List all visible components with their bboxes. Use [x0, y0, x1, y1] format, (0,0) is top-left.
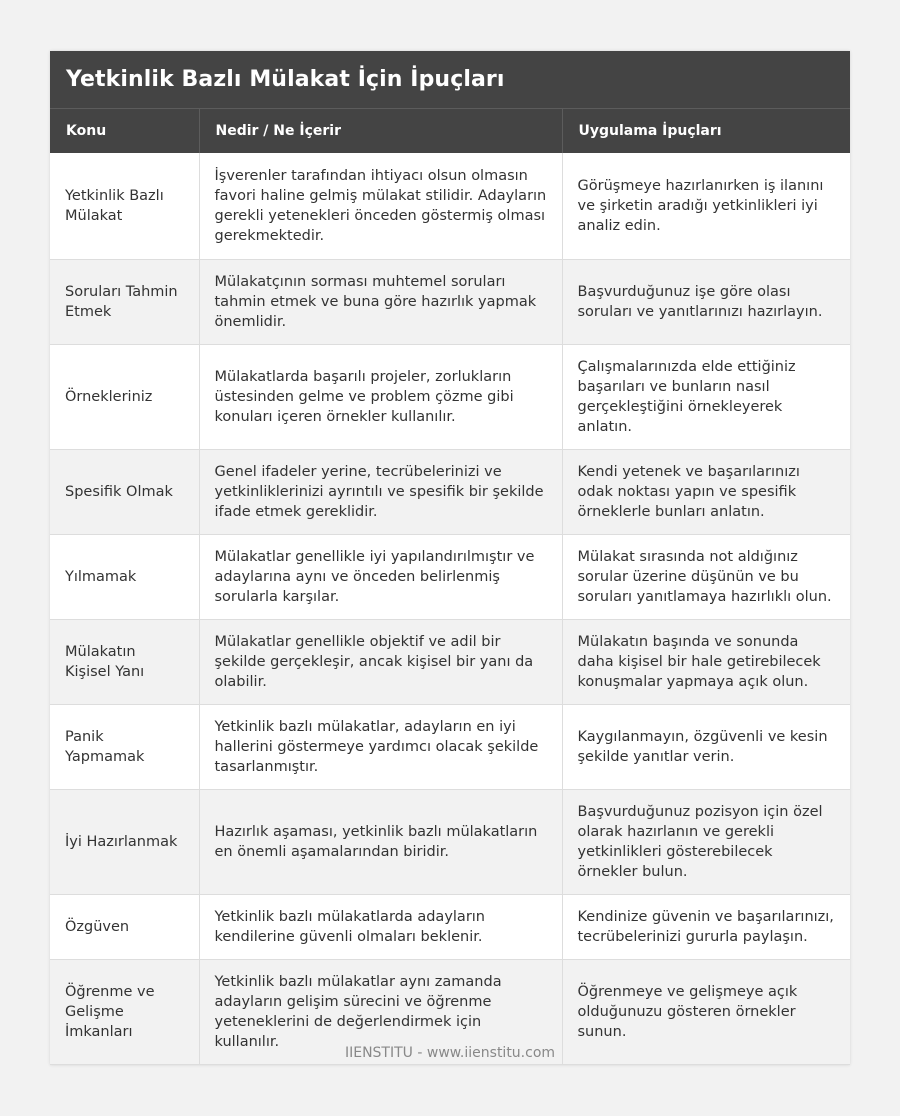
topic-cell: Soruları Tahmin Etmek — [50, 259, 199, 344]
tip-cell: Kaygılanmayın, özgüvenli ve kesin şekilde yanıtlar verin. — [562, 704, 850, 789]
table-row — [50, 789, 850, 894]
table-row — [50, 704, 850, 789]
topic-cell: İyi Hazırlanmak — [50, 789, 199, 894]
page-title: Yetkinlik Bazlı Mülakat İçin İpuçları — [66, 67, 505, 92]
table-row — [50, 534, 850, 619]
topic-cell: Örnekleriniz — [50, 344, 199, 449]
table-body — [50, 153, 850, 1064]
topic-cell: Mülakatın Kişisel Yanı — [50, 619, 199, 704]
description-cell: Hazırlık aşaması, yetkinlik bazlı mülakatların en önemli aşamalarından biridir. — [199, 789, 562, 894]
topic-cell: Özgüven — [50, 894, 199, 959]
tip-cell: Başvurduğunuz işe göre olası soruları ve yanıtlarınızı hazırlayın. — [562, 259, 850, 344]
column-header-nedir: Nedir / Ne İçerir — [199, 109, 562, 153]
footer-credit: IIENSTITU - www.iienstitu.com — [344, 1045, 556, 1061]
topic-cell: Yılmamak — [50, 534, 199, 619]
title-bar — [50, 51, 850, 109]
tip-cell: Çalışmalarınızda elde ettiğiniz başarıları ve bunların nasıl gerçekleştiğini örnekleyerek anlatın. — [562, 344, 850, 449]
table-row — [50, 894, 850, 959]
table-row — [50, 619, 850, 704]
description-cell: Mülakatlar genellikle objektif ve adil bir şekilde gerçekleşir, ancak kişisel bir yanı da olabilir. — [199, 619, 562, 704]
tip-cell: Başvurduğunuz pozisyon için özel olarak hazırlanın ve gerekli yetkinlikleri gösterebilecek örnekler bulun. — [562, 789, 850, 894]
topic-cell: Spesifik Olmak — [50, 449, 199, 534]
description-cell: Mülakatçının sorması muhtemel soruları tahmin etmek ve buna göre hazırlık yapmak önemlidir. — [199, 259, 562, 344]
table-row — [50, 259, 850, 344]
table-row — [50, 344, 850, 449]
tip-cell: Kendinize güvenin ve başarılarınızı, tecrübelerinizi gururla paylaşın. — [562, 894, 850, 959]
description-cell: Genel ifadeler yerine, tecrübelerinizi ve yetkinliklerinizi ayrıntılı ve spesifik bir şekilde ifade etmek gereklidir. — [199, 449, 562, 534]
description-cell: Mülakatlarda başarılı projeler, zorlukların üstesinden gelme ve problem çözme gibi konuları içeren örnekler kullanılır. — [199, 344, 562, 449]
description-cell: Yetkinlik bazlı mülakatlar aynı zamanda adayların gelişim sürecini ve öğrenme yeteneklerini de değerlendirmek için kullanılır. — [199, 959, 562, 1064]
description-cell: Yetkinlik bazlı mülakatlarda adayların kendilerine güvenli olmaları beklenir. — [199, 894, 562, 959]
description-cell: Yetkinlik bazlı mülakatlar, adayların en iyi hallerini göstermeye yardımcı olacak şekilde tasarlanmıştır. — [199, 704, 562, 789]
table-row — [50, 449, 850, 534]
description-cell: Mülakatlar genellikle iyi yapılandırılmıştır ve adaylarına aynı ve önceden belirlenmiş sorularla karşılar. — [199, 534, 562, 619]
description-cell: İşverenler tarafından ihtiyacı olsun olmasın favori haline gelmiş mülakat stilidir. Adayların gerekli yetenekleri önceden göstermiş olması gerekmektedir. — [199, 153, 562, 259]
table-header — [50, 109, 850, 153]
tips-card — [50, 51, 850, 1065]
column-header-konu: Konu — [50, 109, 199, 153]
column-header-uygulama: Uygulama İpuçları — [562, 109, 850, 153]
tip-cell: Mülakatın başında ve sonunda daha kişisel bir hale getirebilecek konuşmalar yapmaya açık olun. — [562, 619, 850, 704]
tip-cell: Öğrenmeye ve gelişmeye açık olduğunuzu gösteren örnekler sunun. — [562, 959, 850, 1064]
topic-cell: Öğrenme ve Gelişme İmkanları — [50, 959, 199, 1064]
tip-cell: Görüşmeye hazırlanırken iş ilanını ve şirketin aradığı yetkinlikleri iyi analiz edin. — [562, 153, 850, 259]
table-row — [50, 153, 850, 259]
topic-cell: Yetkinlik Bazlı Mülakat — [50, 153, 199, 259]
tip-cell: Kendi yetenek ve başarılarınızı odak noktası yapın ve spesifik örneklerle bunları anlatın. — [562, 449, 850, 534]
tip-cell: Mülakat sırasında not aldığınız sorular üzerine düşünün ve bu soruları yanıtlamaya hazırlıklı olun. — [562, 534, 850, 619]
tips-table — [50, 109, 850, 1065]
topic-cell: Panik Yapmamak — [50, 704, 199, 789]
